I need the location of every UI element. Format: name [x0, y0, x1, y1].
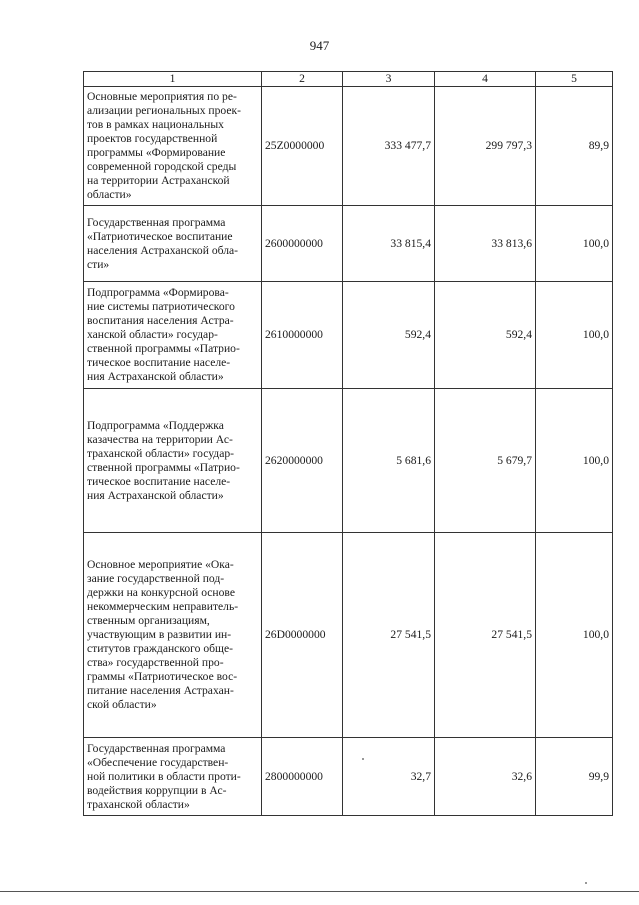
program-code-cell: 25Z0000000 — [262, 87, 343, 206]
table-header-row — [84, 72, 613, 87]
plan-amount-cell: 27 541,5 — [343, 533, 435, 738]
program-name-cell: Государственная программа «Обеспечение государствен- ной политики в области проти- водействия коррупции в Ас- траханской области» — [84, 738, 262, 816]
page-number: 947 — [309, 38, 330, 53]
percent-cell: 100,0 — [536, 282, 613, 389]
percent-cell: 99,9 — [536, 738, 613, 816]
table-row — [84, 389, 613, 533]
program-code-cell: 2620000000 — [262, 389, 343, 533]
fact-amount-cell: 592,4 — [435, 282, 536, 389]
column-header-1: 1 — [84, 72, 262, 87]
program-name-cell: Государственная программа «Патриотическое воспитание населения Астраханской обла- сти» — [84, 206, 262, 282]
percent-cell: 100,0 — [536, 206, 613, 282]
program-name-cell: Подпрограмма «Формирова- ние системы патриотического воспитания населения Астра- ханской области» государ- ственной программы «Патрио- тическое воспитание населе- ния Астраханской области» — [84, 282, 262, 389]
column-header-4: 4 — [435, 72, 536, 87]
fact-amount-cell: 5 679,7 — [435, 389, 536, 533]
plan-amount-cell: 32,7 — [343, 738, 435, 816]
percent-cell: 100,0 — [536, 533, 613, 738]
program-code-cell: 2610000000 — [262, 282, 343, 389]
program-code-cell: 2600000000 — [262, 206, 343, 282]
fact-amount-cell: 33 813,6 — [435, 206, 536, 282]
column-header-3: 3 — [343, 72, 435, 87]
table-row — [84, 206, 613, 282]
fact-amount-cell: 299 797,3 — [435, 87, 536, 206]
program-name-cell: Основные мероприятия по ре- ализации региональных проек- тов в рамках национальных проектов государственной программы «Формирование современной городской среды на территории Астраханской области» — [84, 87, 262, 206]
percent-cell: 100,0 — [536, 389, 613, 533]
column-header-2: 2 — [262, 72, 343, 87]
table-row — [84, 738, 613, 816]
scan-speck — [585, 882, 587, 884]
column-header-5: 5 — [536, 72, 613, 87]
plan-amount-cell: 592,4 — [343, 282, 435, 389]
plan-amount-cell: 5 681,6 — [343, 389, 435, 533]
budget-execution-table — [83, 71, 613, 816]
scan-speck — [362, 758, 364, 760]
table-row — [84, 533, 613, 738]
table-row — [84, 87, 613, 206]
fact-amount-cell: 27 541,5 — [435, 533, 536, 738]
program-name-cell: Основное мероприятие «Ока- зание государственной под- держки на конкурсной основе некоммерческим неправитель- ственным организациям, участвующим в развитии ин- ститутов гражданского обще- ства» государственной про- граммы «Патриотическое вос- питание населения Астрахан- ской области» — [84, 533, 262, 738]
program-code-cell: 26D0000000 — [262, 533, 343, 738]
program-name-cell: Подпрограмма «Поддержка казачества на территории Ас- траханской области» государ- ственной программы «Патрио- тическое воспитание населе- ния Астраханской области» — [84, 389, 262, 533]
plan-amount-cell: 333 477,7 — [343, 87, 435, 206]
page-bottom-rule — [0, 891, 639, 892]
plan-amount-cell: 33 815,4 — [343, 206, 435, 282]
table-row — [84, 282, 613, 389]
percent-cell: 89,9 — [536, 87, 613, 206]
fact-amount-cell: 32,6 — [435, 738, 536, 816]
program-code-cell: 2800000000 — [262, 738, 343, 816]
